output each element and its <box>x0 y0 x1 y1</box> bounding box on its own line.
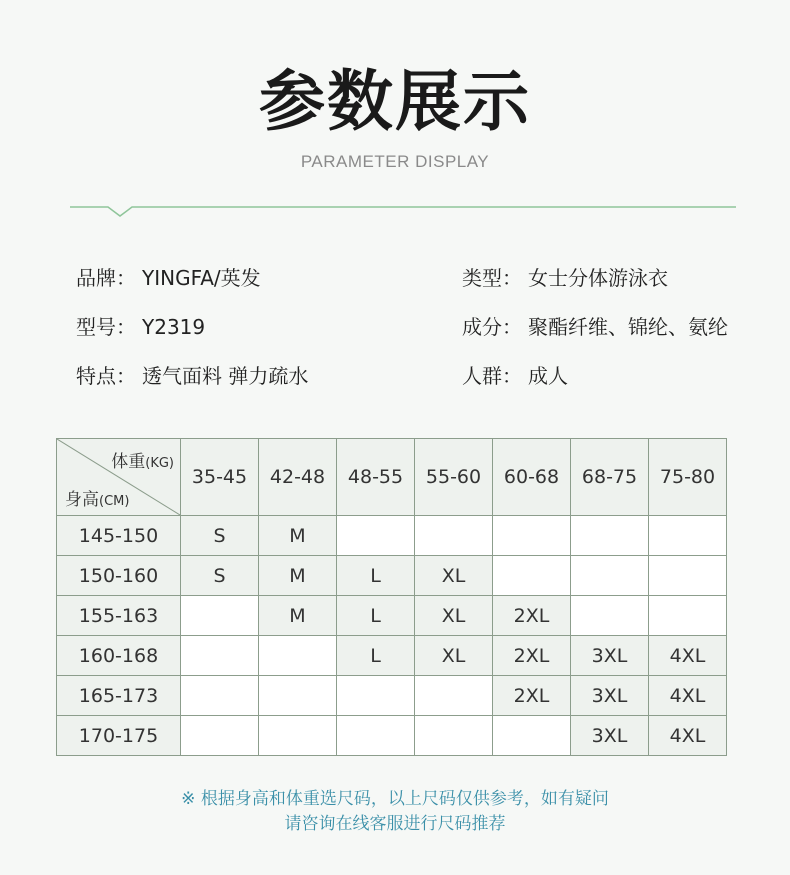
size-cell: L <box>337 596 415 636</box>
size-cell <box>493 516 571 556</box>
weight-header-cell: 68-75 <box>571 439 649 516</box>
size-cell: S <box>181 556 259 596</box>
size-cell <box>337 676 415 716</box>
size-cell: M <box>259 516 337 556</box>
size-table-row <box>57 516 727 556</box>
size-table-row <box>57 596 727 636</box>
info-brand <box>76 265 261 291</box>
size-cell: M <box>259 556 337 596</box>
type-label: 类型： <box>462 266 522 290</box>
size-cell <box>649 596 727 636</box>
size-note-line2: 请咨询在线客服进行尺码推荐 <box>284 814 506 834</box>
weight-header-cell: 60-68 <box>493 439 571 516</box>
size-cell: 3XL <box>571 716 649 756</box>
corner-weight-label: 体重(KG) <box>111 452 174 472</box>
weight-header-cell: 55-60 <box>415 439 493 516</box>
size-cell <box>415 716 493 756</box>
size-cell <box>259 676 337 716</box>
crowd-value: 成人 <box>528 364 568 388</box>
size-table-row <box>57 716 727 756</box>
size-cell <box>415 676 493 716</box>
crowd-label: 人群： <box>462 364 522 388</box>
size-cell: M <box>259 596 337 636</box>
size-cell <box>337 516 415 556</box>
feature-label: 特点： <box>76 364 136 388</box>
weight-header-cell: 48-55 <box>337 439 415 516</box>
corner-height-label: 身高(CM) <box>65 490 130 510</box>
type-value: 女士分体游泳衣 <box>528 266 668 290</box>
size-cell: 3XL <box>571 636 649 676</box>
size-cell <box>259 716 337 756</box>
size-cell <box>571 556 649 596</box>
size-note-line1: ※ 根据身高和体重选尺码，以上尺码仅供参考，如有疑问 <box>181 789 609 809</box>
height-range-cell: 160-168 <box>57 636 181 676</box>
brand-value: YINGFA/英发 <box>142 266 261 290</box>
size-cell <box>493 556 571 596</box>
size-cell: XL <box>415 636 493 676</box>
size-table-body <box>57 516 727 756</box>
size-table-row <box>57 636 727 676</box>
weight-header-cell: 75-80 <box>649 439 727 516</box>
height-range-cell: 170-175 <box>57 716 181 756</box>
info-type <box>462 265 668 291</box>
size-cell: L <box>337 556 415 596</box>
size-cell <box>181 596 259 636</box>
divider-line <box>70 200 736 220</box>
size-cell: 4XL <box>649 716 727 756</box>
height-range-cell: 155-163 <box>57 596 181 636</box>
weight-header-cell: 35-45 <box>181 439 259 516</box>
size-cell <box>181 636 259 676</box>
info-material <box>462 314 728 340</box>
height-range-cell: 145-150 <box>57 516 181 556</box>
info-crowd <box>462 363 568 389</box>
size-cell: XL <box>415 596 493 636</box>
size-cell <box>415 516 493 556</box>
feature-value: 透气面料 弹力疏水 <box>142 364 309 388</box>
size-cell: 2XL <box>493 636 571 676</box>
material-value: 聚酯纤维、锦纶、氨纶 <box>528 315 728 339</box>
size-cell: 4XL <box>649 676 727 716</box>
size-table-header-row <box>57 439 727 516</box>
size-cell <box>181 716 259 756</box>
size-table-row <box>57 556 727 596</box>
size-cell: 3XL <box>571 676 649 716</box>
size-cell: 2XL <box>493 676 571 716</box>
weight-header-cell: 42-48 <box>259 439 337 516</box>
height-range-cell: 150-160 <box>57 556 181 596</box>
size-cell: XL <box>415 556 493 596</box>
size-cell: 4XL <box>649 636 727 676</box>
info-feature <box>76 363 308 389</box>
size-cell: S <box>181 516 259 556</box>
size-table-corner-cell <box>57 439 181 516</box>
brand-label: 品牌： <box>76 266 136 290</box>
size-cell <box>649 516 727 556</box>
size-cell <box>493 716 571 756</box>
material-label: 成分： <box>462 315 522 339</box>
model-value: Y2319 <box>142 315 206 339</box>
model-label: 型号： <box>76 315 136 339</box>
info-model <box>76 314 205 340</box>
size-cell: L <box>337 636 415 676</box>
page-title: 参数展示 <box>259 63 531 140</box>
page-subtitle: PARAMETER DISPLAY <box>300 152 490 171</box>
size-cell <box>571 596 649 636</box>
size-cell <box>571 516 649 556</box>
size-cell <box>337 716 415 756</box>
size-cell <box>259 636 337 676</box>
height-range-cell: 165-173 <box>57 676 181 716</box>
size-cell: 2XL <box>493 596 571 636</box>
size-table <box>56 438 727 756</box>
size-cell <box>649 556 727 596</box>
size-table-row <box>57 676 727 716</box>
size-cell <box>181 676 259 716</box>
